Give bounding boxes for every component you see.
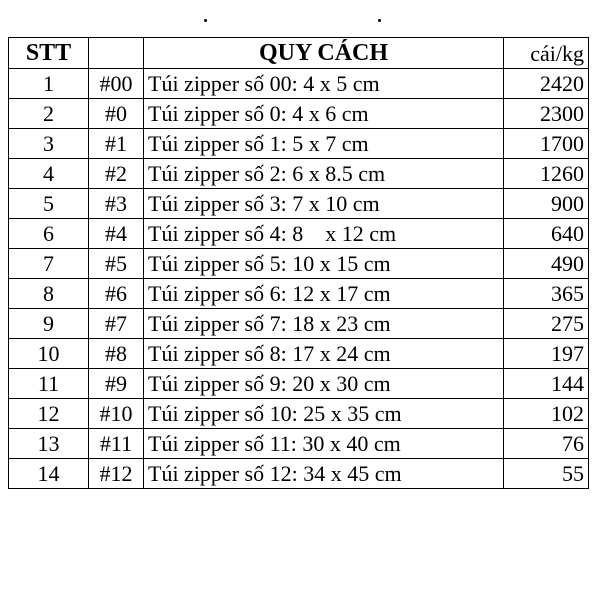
row-description: Túi zipper số 7: 18 x 23 cm bbox=[144, 309, 504, 339]
row-stt: 14 bbox=[9, 459, 89, 489]
header-stt: STT bbox=[9, 38, 89, 69]
table-row bbox=[9, 129, 589, 159]
table-row bbox=[9, 99, 589, 129]
header-code bbox=[89, 38, 144, 69]
row-qty: 275 bbox=[504, 309, 589, 339]
table-row bbox=[9, 309, 589, 339]
table-row bbox=[9, 189, 589, 219]
row-stt: 10 bbox=[9, 339, 89, 369]
row-code: #11 bbox=[89, 429, 144, 459]
row-description: Túi zipper số 10: 25 x 35 cm bbox=[144, 399, 504, 429]
row-code: #12 bbox=[89, 459, 144, 489]
row-code: #0 bbox=[89, 99, 144, 129]
row-qty: 490 bbox=[504, 249, 589, 279]
table-row bbox=[9, 459, 589, 489]
table-row bbox=[9, 219, 589, 249]
table-row bbox=[9, 429, 589, 459]
row-description: Túi zipper số 00: 4 x 5 cm bbox=[144, 69, 504, 99]
row-qty: 640 bbox=[504, 219, 589, 249]
decorative-dot bbox=[204, 19, 207, 22]
row-stt: 13 bbox=[9, 429, 89, 459]
row-qty: 2420 bbox=[504, 69, 589, 99]
row-stt: 5 bbox=[9, 189, 89, 219]
table-row bbox=[9, 69, 589, 99]
decorative-dot bbox=[378, 19, 381, 22]
row-stt: 7 bbox=[9, 249, 89, 279]
row-description: Túi zipper số 2: 6 x 8.5 cm bbox=[144, 159, 504, 189]
row-qty: 55 bbox=[504, 459, 589, 489]
row-stt: 11 bbox=[9, 369, 89, 399]
row-code: #4 bbox=[89, 219, 144, 249]
row-qty: 197 bbox=[504, 339, 589, 369]
row-stt: 9 bbox=[9, 309, 89, 339]
row-code: #5 bbox=[89, 249, 144, 279]
row-code: #10 bbox=[89, 399, 144, 429]
row-description: Túi zipper số 3: 7 x 10 cm bbox=[144, 189, 504, 219]
row-qty: 365 bbox=[504, 279, 589, 309]
row-qty: 1700 bbox=[504, 129, 589, 159]
row-stt: 3 bbox=[9, 129, 89, 159]
table-header-row bbox=[9, 38, 589, 69]
row-stt: 6 bbox=[9, 219, 89, 249]
row-description: Túi zipper số 5: 10 x 15 cm bbox=[144, 249, 504, 279]
row-code: #9 bbox=[89, 369, 144, 399]
row-description: Túi zipper số 0: 4 x 6 cm bbox=[144, 99, 504, 129]
row-stt: 2 bbox=[9, 99, 89, 129]
row-description: Túi zipper số 6: 12 x 17 cm bbox=[144, 279, 504, 309]
row-code: #1 bbox=[89, 129, 144, 159]
table-row bbox=[9, 279, 589, 309]
row-code: #8 bbox=[89, 339, 144, 369]
row-qty: 144 bbox=[504, 369, 589, 399]
row-description: Túi zipper số 8: 17 x 24 cm bbox=[144, 339, 504, 369]
row-description: Túi zipper số 4: 8 x 12 cm bbox=[144, 219, 504, 249]
row-stt: 1 bbox=[9, 69, 89, 99]
row-description: Túi zipper số 11: 30 x 40 cm bbox=[144, 429, 504, 459]
row-description: Túi zipper số 9: 20 x 30 cm bbox=[144, 369, 504, 399]
table-row bbox=[9, 339, 589, 369]
row-code: #3 bbox=[89, 189, 144, 219]
header-qty-per-kg: cái/kg bbox=[504, 38, 589, 69]
table-row bbox=[9, 249, 589, 279]
row-description: Túi zipper số 12: 34 x 45 cm bbox=[144, 459, 504, 489]
row-code: #6 bbox=[89, 279, 144, 309]
table-row bbox=[9, 399, 589, 429]
row-qty: 2300 bbox=[504, 99, 589, 129]
row-qty: 76 bbox=[504, 429, 589, 459]
row-stt: 4 bbox=[9, 159, 89, 189]
row-description: Túi zipper số 1: 5 x 7 cm bbox=[144, 129, 504, 159]
row-qty: 102 bbox=[504, 399, 589, 429]
header-spec: QUY CÁCH bbox=[144, 38, 504, 69]
row-stt: 12 bbox=[9, 399, 89, 429]
zipper-bag-spec-table bbox=[8, 37, 589, 489]
table-row bbox=[9, 369, 589, 399]
row-qty: 1260 bbox=[504, 159, 589, 189]
table-row bbox=[9, 159, 589, 189]
row-code: #7 bbox=[89, 309, 144, 339]
row-code: #2 bbox=[89, 159, 144, 189]
row-code: #00 bbox=[89, 69, 144, 99]
row-qty: 900 bbox=[504, 189, 589, 219]
row-stt: 8 bbox=[9, 279, 89, 309]
